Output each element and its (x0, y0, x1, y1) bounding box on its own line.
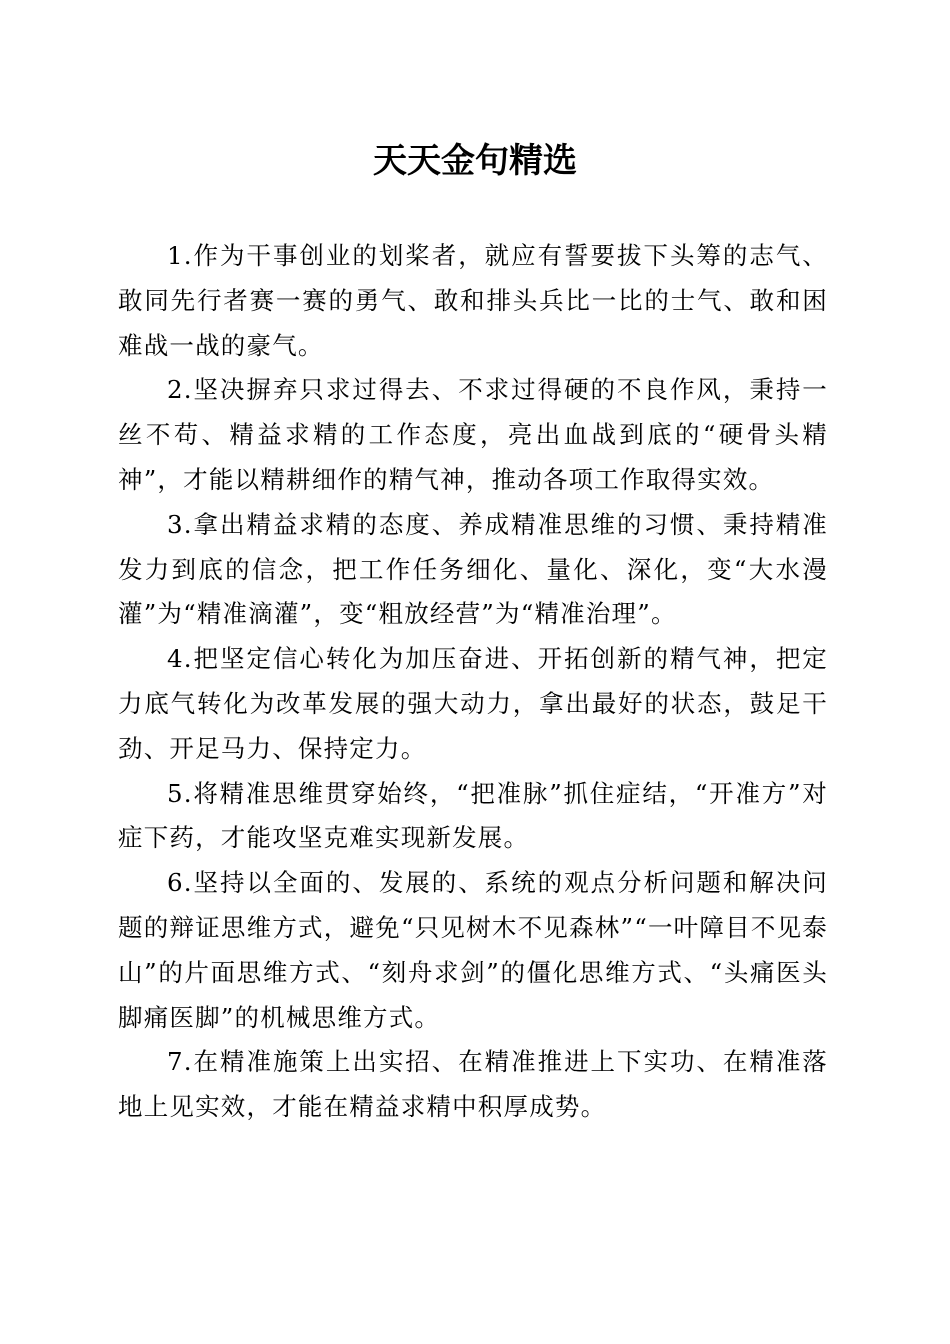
paragraph-5: 5.将精准思维贯穿始终，“把准脉”抓住症结，“开准方”对症下药，才能攻坚克难实现新发展。 (118, 778, 828, 853)
paragraph-2: 2.坚决摒弃只求过得去、不求过得硬的不良作风，秉持一丝不苟、精益求精的工作态度，亮出血战到底的“硬骨头精神”，才能以精耕细作的精气神，推动各项工作取得实效。 (118, 375, 828, 494)
paragraph-1: 1.作为干事创业的划桨者，就应有誓要拔下头筹的志气、敢同先行者赛一赛的勇气、敢和排头兵比一比的士气、敢和困难战一战的豪气。 (118, 241, 828, 360)
paragraph-6: 6.坚持以全面的、发展的、系统的观点分析问题和解决问题的辩证思维方式，避免“只见树木不见森林”“一叶障目不见泰山”的片面思维方式、“刻舟求剑”的僵化思维方式、“头痛医头脚痛医脚”的机械思维方式。 (118, 868, 828, 1032)
document-title: 天天金句精选 (373, 141, 577, 181)
paragraph-3: 3.拿出精益求精的态度、养成精准思维的习惯、秉持精准发力到底的信念，把工作任务细化、量化、深化，变“大水漫灌”为“精准滴灌”，变“粗放经营”为“精准治理”。 (118, 509, 828, 629)
paragraph-4: 4.把坚定信心转化为加压奋进、开拓创新的精气神，把定力底气转化为改革发展的强大动力，拿出最好的状态，鼓足干劲、开足马力、保持定力。 (118, 644, 828, 763)
paragraph-7: 7.在精准施策上出实招、在精准推进上下实功、在精准落地上见实效，才能在精益求精中积厚成势。 (118, 1047, 828, 1122)
document-body (118, 234, 828, 1130)
